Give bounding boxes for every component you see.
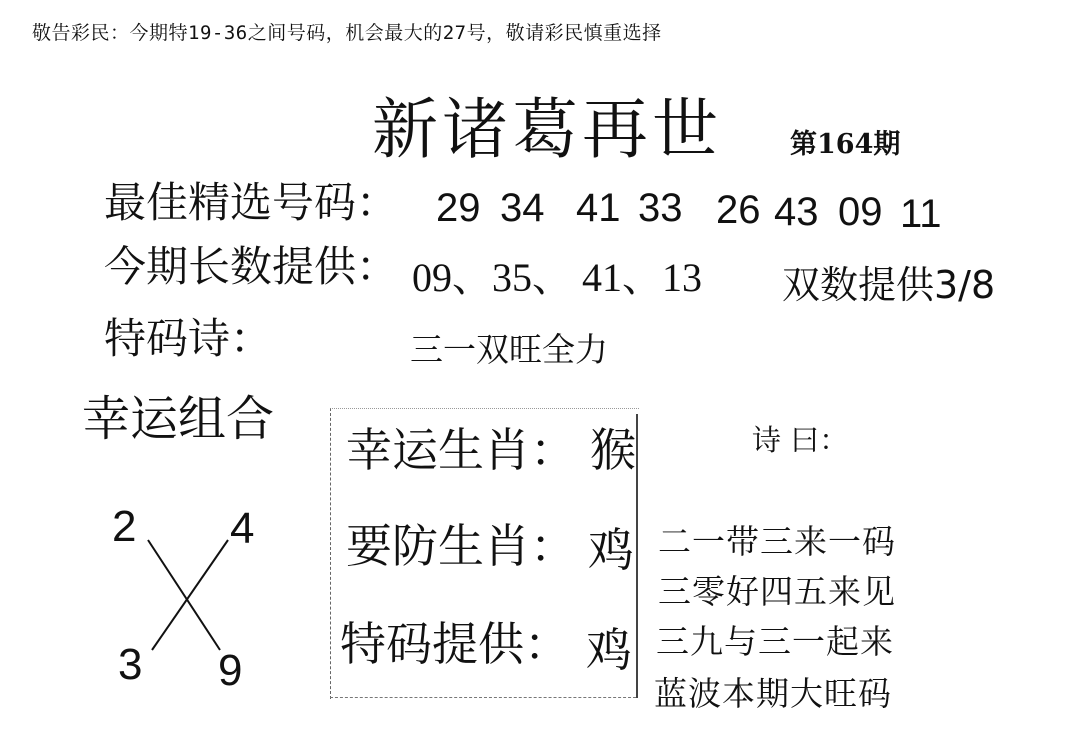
best-number-8: 11 [900, 192, 942, 236]
poem-heading: 诗 曰： [752, 423, 849, 457]
notice-text: 敬告彩民：今期特19-36之间号码，机会最大的27号，敬请彩民慎重选择 [32, 22, 662, 44]
best-number-5: 26 [716, 188, 761, 232]
best-number-6: 43 [774, 190, 819, 234]
best-number-4: 33 [638, 186, 683, 230]
even-numbers-label: 双数提供3/8 [782, 263, 996, 307]
best-number-1: 29 [436, 186, 481, 230]
lucky-zodiac-value: 猴 [590, 423, 636, 477]
page-title: 新诸葛再世 [372, 91, 722, 168]
poem-line-1: 二一带三来一码 [658, 522, 896, 561]
zodiac-box-divider [636, 414, 638, 698]
poem-line-4: 蓝波本期大旺码 [654, 674, 892, 713]
guard-zodiac-label: 要防生肖： [346, 519, 576, 573]
lucky-zodiac-label: 幸运生肖： [346, 423, 576, 477]
long-numbers-value: 09、35、 41、13 [412, 255, 702, 300]
issue-number: 第164期 [790, 129, 901, 160]
best-number-2: 34 [500, 186, 545, 230]
special-poem-label: 特码诗： [104, 314, 273, 363]
lucky-combo-label: 幸运组合 [82, 391, 275, 447]
special-zodiac-label: 特码提供： [340, 617, 570, 671]
best-number-3: 41 [576, 186, 621, 230]
best-number-7: 09 [838, 190, 883, 234]
poem-line-3: 三九与三一起来 [656, 622, 894, 661]
zodiac-box-bottom [330, 697, 636, 698]
long-numbers-label: 今期长数提供： [104, 242, 399, 291]
poem-line-2: 三零好四五来见 [658, 572, 896, 611]
combo-digit-top-left: 2 [112, 502, 137, 551]
combo-digit-top-right: 4 [230, 504, 255, 553]
special-poem-value: 三一双旺全力 [410, 330, 608, 369]
best-numbers-label: 最佳精选号码： [104, 178, 399, 227]
special-zodiac-value: 鸡 [586, 623, 632, 677]
combo-digit-bottom-left: 3 [118, 640, 143, 689]
combo-digit-bottom-right: 9 [218, 646, 243, 695]
guard-zodiac-value: 鸡 [588, 523, 634, 577]
